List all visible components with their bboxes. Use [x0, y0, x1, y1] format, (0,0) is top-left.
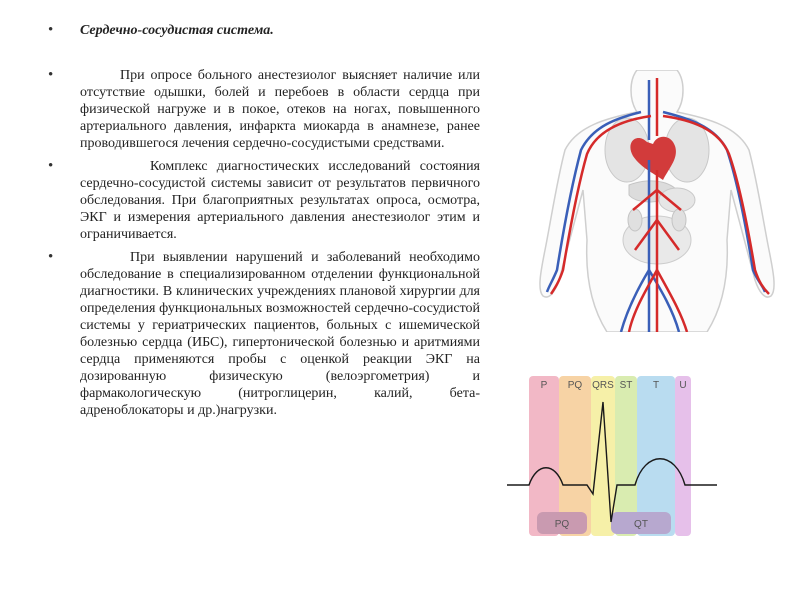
stomach — [659, 188, 695, 212]
ecg-band-label: QRS — [592, 380, 614, 391]
ecg-band-qrs — [591, 376, 615, 536]
section-heading: Сердечно-сосудистая система. — [80, 23, 274, 38]
right-kidney — [672, 209, 686, 231]
bullet-dot: • — [48, 22, 54, 38]
ecg-band-label: PQ — [567, 380, 583, 391]
bullet-text: Комплекс диагностических исследований состояния сердечно-сосудистой системы зависит от результатов первичного обследования. При благоприятных результатах опроса, осмотра, ЭКГ и измерения артериального давления анестезиолог этим и ограничивается. — [80, 159, 480, 242]
bullet-dot: • — [48, 67, 54, 83]
ecg-band-label: ST — [619, 380, 633, 391]
bullet-list — [48, 22, 480, 425]
bullet-dot: • — [48, 249, 54, 265]
ecg-intervals-figure — [507, 372, 717, 540]
ecg-band-label: P — [540, 380, 548, 391]
bullet-dot: • — [48, 158, 54, 174]
left-kidney — [628, 209, 642, 231]
bullet-item-heading — [48, 22, 480, 39]
bullet-text: При опросе больного анестезиолог выясняет наличие или отсутствие одышки, болей и перебоев в области сердца при физической нагруже и в покое, отеков на ногах, повышенного артериального давления, инфаркта миокарда в анамнезе, ранее проводившегося лечения сердечно-сосудистыми средствами. — [80, 68, 480, 151]
bullet-item-functional-tests — [48, 249, 480, 419]
ecg-interval-label: PQ — [554, 519, 570, 530]
circulatory-system-illustration — [537, 70, 775, 332]
ecg-interval-label: QT — [634, 519, 648, 530]
bullet-item-diagnostics — [48, 158, 480, 243]
bullet-text: При выявлении нарушений и заболеваний необходимо обследование в специализированном отделении функциональной диагностики. В клинических учреждениях плановой хирургии для определения функциональных возможностей сердечно-сосудистой системы у гериатрических пациентов, больных с ишемической болезнью сердца (ИБС), гипертонической болезнью и аритмиями сердца применяются пробы с оценкой реакции ЭКГ на дозированную физическую (велоэргометрия) и фармакологическую (нитроглицерин, калий, бета-адреноблокаторы и др.)нагрузки. — [80, 250, 480, 418]
ecg-band-label: U — [679, 380, 687, 391]
ecg-band-u — [675, 376, 691, 536]
bullet-item-anamnesis — [48, 67, 480, 152]
ecg-band-label: T — [652, 380, 660, 391]
